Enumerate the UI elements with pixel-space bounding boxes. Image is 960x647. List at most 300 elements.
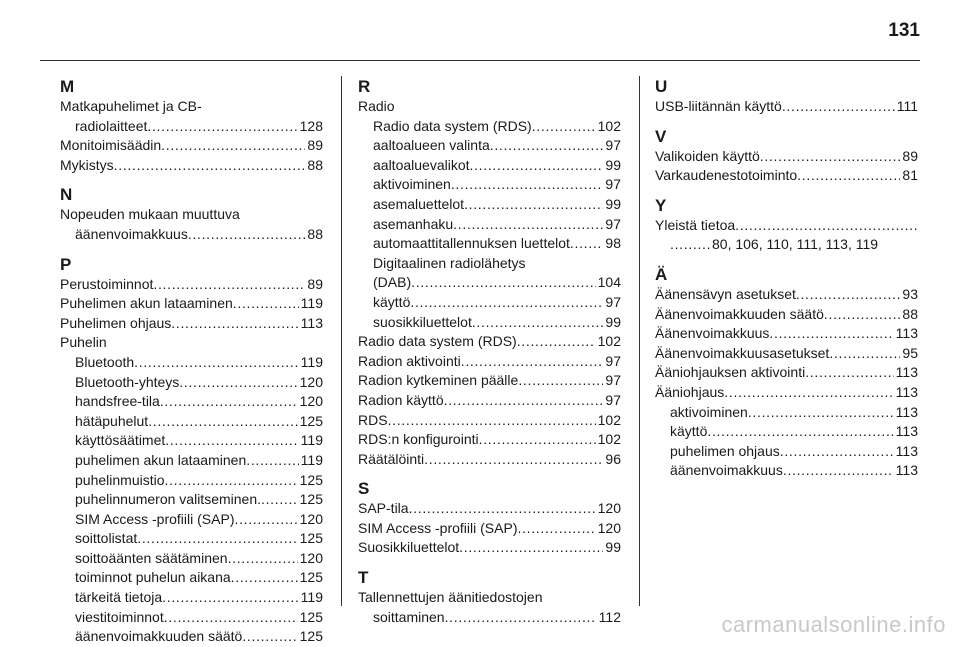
index-subentry bbox=[655, 461, 918, 481]
index-subentry bbox=[358, 175, 621, 195]
dot-leader bbox=[147, 117, 297, 137]
index-term: soittolistat bbox=[75, 530, 138, 547]
dot-leader bbox=[164, 608, 298, 628]
index-term: Ääniohjauksen aktivointi bbox=[655, 364, 806, 381]
index-entry bbox=[358, 588, 621, 627]
dot-leader bbox=[246, 451, 298, 471]
index-entry-line bbox=[373, 234, 621, 254]
index-term: Radio data system (RDS) bbox=[373, 117, 532, 134]
index-page-ref: 119 bbox=[300, 432, 323, 449]
index-entry-line bbox=[373, 136, 621, 156]
index-term: RDS:n konfigurointi bbox=[358, 431, 479, 448]
index-entry-line bbox=[60, 136, 323, 156]
index-subentry bbox=[60, 451, 323, 471]
index-term: Radion aktivointi bbox=[358, 352, 461, 369]
index-term: SIM Access -profiili (SAP) bbox=[75, 510, 235, 527]
index-entry-line bbox=[358, 588, 621, 608]
dot-leader bbox=[796, 285, 901, 305]
index-page-ref: 97 bbox=[605, 137, 621, 154]
index-subentry bbox=[60, 392, 323, 412]
index-entry bbox=[60, 97, 323, 136]
index-entry-line bbox=[358, 371, 621, 391]
index-entry bbox=[60, 294, 323, 314]
index-entry-line bbox=[373, 273, 621, 293]
index-entry-line bbox=[60, 97, 323, 117]
index-page-ref: 125 bbox=[299, 628, 323, 645]
index-entry-line bbox=[670, 442, 918, 462]
index-entry-line bbox=[358, 97, 621, 117]
index-entry bbox=[655, 166, 918, 186]
index-entry-line bbox=[655, 166, 918, 186]
index-subentry bbox=[655, 442, 918, 462]
index-page-ref: 89 bbox=[307, 137, 323, 154]
index-page-ref: 102 bbox=[597, 431, 621, 448]
index-entry bbox=[358, 371, 621, 391]
index-entry bbox=[655, 216, 918, 255]
index-page-ref: 99 bbox=[605, 156, 621, 173]
index-entry-line bbox=[655, 324, 918, 344]
index-entry-line bbox=[373, 175, 621, 195]
dot-leader bbox=[780, 442, 894, 462]
index-entry bbox=[358, 519, 621, 539]
index-entry-line bbox=[75, 588, 323, 608]
index-subentry bbox=[358, 136, 621, 156]
index-term: Varkaudenestotoiminto bbox=[655, 167, 798, 184]
index-entry bbox=[655, 285, 918, 305]
column-divider bbox=[639, 76, 640, 606]
index-subentry bbox=[358, 215, 621, 235]
index-page-ref: 119 bbox=[300, 589, 323, 606]
dot-leader bbox=[162, 588, 299, 608]
index-subentry bbox=[655, 422, 918, 442]
index-term: Radio bbox=[358, 98, 395, 114]
index-subentry bbox=[358, 254, 621, 293]
index-term: viestitoiminnot bbox=[75, 608, 164, 625]
index-term: äänenvoimakkuuden säätö bbox=[75, 628, 243, 645]
index-term: Äänenvoimakkuus bbox=[655, 325, 770, 342]
index-term: puhelimen akun lataaminen bbox=[75, 451, 247, 468]
dot-leader bbox=[769, 324, 893, 344]
dot-leader bbox=[134, 353, 299, 373]
index-entry bbox=[358, 499, 621, 519]
index-subentry bbox=[60, 627, 323, 647]
index-entry-line bbox=[75, 627, 323, 647]
index-subentry bbox=[358, 293, 621, 313]
dot-leader bbox=[461, 352, 604, 372]
index-term: aaltoalueen valinta bbox=[373, 137, 490, 154]
index-entry bbox=[655, 344, 918, 364]
index-page-ref: 111 bbox=[896, 98, 918, 114]
index-subentry bbox=[358, 313, 621, 333]
index-entry-line bbox=[75, 529, 323, 549]
dot-leader bbox=[517, 519, 595, 539]
index-entry-line bbox=[358, 608, 621, 628]
index-entry-line bbox=[75, 490, 323, 510]
index-page-ref: 80, 106, 110, 111, 113, 119 bbox=[712, 236, 879, 253]
index-entry bbox=[655, 383, 918, 403]
index-term: RDS bbox=[358, 411, 388, 428]
index-page-ref: 128 bbox=[299, 117, 323, 134]
index-term: handsfree-tila bbox=[75, 393, 160, 410]
index-entry-line bbox=[60, 117, 323, 137]
index-term: aktivoiminen bbox=[670, 403, 748, 420]
index-entry-line bbox=[75, 549, 323, 569]
index-entry bbox=[60, 205, 323, 244]
index-entry-line bbox=[655, 147, 918, 167]
index-page-ref: 113 bbox=[895, 423, 918, 440]
index-term: soittoäänten säätäminen bbox=[75, 549, 228, 566]
index-term: Bluetooth bbox=[75, 353, 135, 370]
index-page-ref: 125 bbox=[299, 608, 323, 625]
index-page-ref: 96 bbox=[605, 450, 621, 467]
index-entry bbox=[60, 333, 323, 353]
index-term: Suosikkiluettelot bbox=[358, 539, 460, 556]
index-page-ref: 120 bbox=[299, 373, 323, 390]
index-entry bbox=[60, 136, 323, 156]
index-entry-line bbox=[358, 519, 621, 539]
index-entry-line bbox=[60, 275, 323, 295]
index-page-ref: 97 bbox=[605, 372, 621, 389]
dot-leader bbox=[735, 216, 918, 236]
index-entry-line bbox=[655, 383, 918, 403]
index-entry-line bbox=[75, 510, 323, 530]
index-letter-heading: T bbox=[358, 568, 369, 588]
dot-leader bbox=[234, 510, 297, 530]
index-entry-line bbox=[655, 285, 918, 305]
index-term: Nopeuden mukaan muuttuva bbox=[60, 206, 240, 223]
index-page-ref: 113 bbox=[895, 383, 918, 400]
index-entry bbox=[358, 97, 621, 117]
index-page-ref: 102 bbox=[597, 333, 621, 350]
index-term: käyttö bbox=[670, 423, 708, 440]
index-entry-line bbox=[75, 568, 323, 588]
index-subentry bbox=[60, 471, 323, 491]
index-subentry bbox=[60, 608, 323, 628]
dot-leader bbox=[261, 490, 298, 510]
dot-leader bbox=[472, 313, 604, 333]
index-term: Radion kytkeminen päälle bbox=[358, 372, 519, 389]
dot-leader bbox=[165, 431, 298, 451]
dot-leader bbox=[451, 175, 604, 195]
dot-leader bbox=[479, 430, 596, 450]
dot-leader bbox=[783, 461, 894, 481]
index-entry-line bbox=[655, 305, 918, 325]
index-term: Puhelimen akun lataaminen bbox=[60, 295, 233, 312]
index-subentry bbox=[655, 403, 918, 423]
dot-leader bbox=[760, 147, 901, 167]
index-page-ref: 119 bbox=[300, 353, 323, 370]
index-term: Tallennettujen äänitiedostojen bbox=[358, 589, 543, 606]
index-entry bbox=[358, 538, 621, 558]
index-column-3 bbox=[655, 76, 918, 481]
index-term: Valikoiden käyttö bbox=[655, 147, 760, 164]
index-page-ref: 120 bbox=[299, 510, 323, 527]
index-entry-line bbox=[75, 373, 323, 393]
dot-leader bbox=[532, 117, 596, 137]
dot-leader bbox=[797, 166, 900, 186]
index-page-ref: 97 bbox=[605, 215, 621, 232]
index-page-ref: 95 bbox=[902, 344, 918, 361]
index-entry-line bbox=[60, 294, 323, 314]
index-entry-line bbox=[373, 293, 621, 313]
index-page-ref: 99 bbox=[605, 539, 621, 556]
dot-leader bbox=[707, 422, 893, 442]
index-entry-line bbox=[60, 333, 323, 353]
index-page-ref: 120 bbox=[299, 393, 323, 410]
index-entry bbox=[358, 352, 621, 372]
index-subentry bbox=[60, 431, 323, 451]
dot-leader bbox=[233, 294, 299, 314]
dot-leader bbox=[517, 332, 596, 352]
index-term: SIM Access -profiili (SAP) bbox=[358, 519, 518, 536]
page-number: 131 bbox=[888, 20, 920, 41]
index-entry-line bbox=[358, 391, 621, 411]
index-term: USB-liitännän käyttö bbox=[655, 98, 782, 114]
dot-leader bbox=[782, 97, 895, 117]
index-entry-line bbox=[75, 451, 323, 471]
index-entry-line bbox=[373, 313, 621, 333]
index-letter-heading: Y bbox=[655, 195, 667, 215]
index-subentry bbox=[358, 234, 621, 254]
index-entry-line bbox=[373, 254, 621, 274]
index-term: aktivoiminen bbox=[373, 176, 451, 193]
index-term: Matkapuhelimet ja CB- bbox=[60, 98, 202, 114]
index-term: asemaluettelot bbox=[373, 195, 465, 212]
index-entry-line bbox=[655, 363, 918, 383]
index-page-ref: 88 bbox=[902, 305, 918, 322]
index-term: suosikkiluettelot bbox=[373, 313, 472, 330]
index-term: (DAB) bbox=[373, 274, 412, 291]
dot-leader bbox=[137, 529, 297, 549]
dot-leader bbox=[445, 608, 597, 628]
index-entry-line bbox=[373, 156, 621, 176]
index-page-ref: 113 bbox=[895, 442, 918, 459]
dot-leader bbox=[805, 363, 893, 383]
dot-leader bbox=[388, 411, 596, 431]
index-page-ref: 125 bbox=[299, 491, 323, 508]
dot-leader bbox=[453, 215, 603, 235]
dot-leader bbox=[148, 412, 297, 432]
index-letter-heading: U bbox=[655, 77, 668, 96]
index-term: Ääniohjaus bbox=[655, 383, 725, 400]
index-page-ref: 99 bbox=[605, 313, 621, 330]
index-term: puhelinnumeron valitseminen. bbox=[75, 491, 261, 508]
index-subentry bbox=[60, 490, 323, 510]
index-entry-line bbox=[358, 538, 621, 558]
index-page-ref: 120 bbox=[299, 549, 323, 566]
index-entry bbox=[358, 332, 621, 352]
dot-leader bbox=[724, 383, 893, 403]
index-page-ref: 113 bbox=[895, 403, 918, 420]
index-page-ref: 88 bbox=[307, 225, 323, 242]
index-subentry bbox=[60, 373, 323, 393]
index-entry-line bbox=[670, 422, 918, 442]
dot-leader bbox=[242, 627, 297, 647]
index-entry-line bbox=[358, 332, 621, 352]
index-page-ref: 99 bbox=[605, 195, 621, 212]
index-page-ref: 120 bbox=[597, 519, 621, 536]
index-term: aaltoaluevalikot bbox=[373, 156, 470, 173]
dot-leader bbox=[748, 403, 894, 423]
index-entry-line bbox=[358, 450, 621, 470]
index-term: asemanhaku bbox=[373, 215, 454, 232]
dot-leader bbox=[179, 373, 297, 393]
index-letter-heading: V bbox=[655, 126, 667, 146]
index-page-ref: 125 bbox=[299, 412, 323, 429]
index-entry-line bbox=[655, 235, 918, 255]
dot-leader bbox=[171, 314, 298, 334]
index-term: äänenvoimakkuus bbox=[670, 462, 783, 479]
index-entry-line bbox=[60, 225, 323, 245]
dot-leader bbox=[114, 156, 306, 176]
index-term: SAP-tila bbox=[358, 500, 409, 517]
index-subentry bbox=[60, 568, 323, 588]
index-page-ref: 97 bbox=[605, 293, 621, 310]
index-term: Äänenvoimakkuusasetukset bbox=[655, 344, 830, 361]
index-letter-heading: N bbox=[60, 185, 73, 205]
dot-leader bbox=[160, 392, 298, 412]
index-entry bbox=[358, 430, 621, 450]
dot-leader bbox=[231, 568, 298, 588]
index-page-ref: 119 bbox=[300, 451, 323, 468]
index-entry bbox=[655, 147, 918, 167]
index-term: Perustoiminnot bbox=[60, 275, 154, 292]
index-page-ref: 93 bbox=[902, 285, 918, 302]
index-page-ref: 112 bbox=[598, 608, 621, 625]
index-entry-line bbox=[655, 216, 918, 236]
column-divider bbox=[341, 76, 342, 606]
index-term: Äänensävyn asetukset bbox=[655, 285, 796, 302]
index-term: puhelinmuistio bbox=[75, 471, 165, 488]
index-page-ref: 125 bbox=[299, 569, 323, 586]
index-term: Räätälöinti bbox=[358, 450, 425, 467]
dot-leader bbox=[518, 371, 603, 391]
index-page-ref: 97 bbox=[605, 391, 621, 408]
dot-leader bbox=[464, 195, 603, 215]
dot-leader bbox=[411, 273, 596, 293]
index-term: toiminnot puhelun aikana bbox=[75, 569, 231, 586]
index-term: automaattitallennuksen luettelot bbox=[373, 235, 570, 252]
index-letter-heading: Ä bbox=[655, 264, 668, 284]
index-page-ref: 120 bbox=[597, 500, 621, 517]
index-entry bbox=[60, 275, 323, 295]
index-letter-heading: S bbox=[358, 479, 370, 499]
dot-leader bbox=[161, 136, 305, 156]
index-entry-line bbox=[75, 431, 323, 451]
index-entry bbox=[655, 363, 918, 383]
index-term: soittaminen bbox=[373, 608, 445, 625]
index-subentry bbox=[358, 117, 621, 137]
index-entry-line bbox=[75, 412, 323, 432]
index-entry-line bbox=[75, 471, 323, 491]
index-entry-line bbox=[60, 156, 323, 176]
index-page-ref: 125 bbox=[299, 530, 323, 547]
dot-leader bbox=[409, 499, 596, 519]
dot-leader bbox=[570, 234, 604, 254]
dot-leader bbox=[829, 344, 900, 364]
index-subentry bbox=[60, 353, 323, 373]
index-page-ref: 88 bbox=[307, 156, 323, 173]
index-page-ref: 113 bbox=[895, 325, 918, 342]
index-entry bbox=[655, 97, 918, 117]
dot-leader bbox=[670, 235, 710, 255]
dot-leader bbox=[824, 305, 901, 325]
index-entry bbox=[358, 450, 621, 470]
index-page-ref: 97 bbox=[605, 352, 621, 369]
index-subentry bbox=[358, 195, 621, 215]
index-page-ref: 102 bbox=[597, 411, 621, 428]
index-page-ref: 104 bbox=[597, 274, 621, 291]
index-entry-line bbox=[358, 411, 621, 431]
index-column-1 bbox=[60, 76, 323, 647]
index-page-ref: 81 bbox=[902, 167, 918, 184]
dot-leader bbox=[424, 450, 603, 470]
index-page-ref: 97 bbox=[605, 176, 621, 193]
index-term: Äänenvoimakkuuden säätö bbox=[655, 305, 824, 322]
index-page-ref: 113 bbox=[895, 364, 918, 381]
index-term: Mykistys bbox=[60, 156, 114, 173]
index-subentry bbox=[60, 529, 323, 549]
index-entry-line bbox=[75, 392, 323, 412]
dot-leader bbox=[470, 156, 604, 176]
dot-leader bbox=[228, 549, 298, 569]
index-term: tärkeitä tietoja bbox=[75, 589, 163, 606]
index-subentry bbox=[60, 412, 323, 432]
index-entry-line bbox=[358, 352, 621, 372]
index-page-ref: 89 bbox=[902, 147, 918, 164]
index-entry bbox=[60, 156, 323, 176]
index-letter-heading: P bbox=[60, 254, 72, 274]
index-term: radiolaitteet bbox=[75, 117, 148, 134]
index-term: Yleistä tietoa bbox=[655, 216, 736, 233]
index-subentry bbox=[60, 549, 323, 569]
index-entry-line bbox=[358, 430, 621, 450]
index-term: Puhelimen ohjaus bbox=[60, 314, 172, 331]
dot-leader bbox=[444, 391, 604, 411]
index-page-ref: 113 bbox=[300, 314, 323, 331]
index-entry-line bbox=[60, 205, 323, 225]
dot-leader bbox=[165, 471, 298, 491]
index-term: Radion käyttö bbox=[358, 391, 444, 408]
dot-leader bbox=[188, 225, 306, 245]
index-subentry bbox=[358, 156, 621, 176]
index-page-ref: 102 bbox=[597, 117, 621, 134]
index-page-ref: 113 bbox=[895, 462, 918, 479]
index-entry bbox=[655, 305, 918, 325]
index-entry-line bbox=[655, 344, 918, 364]
index-letter-heading: R bbox=[358, 77, 371, 96]
index-entry-line bbox=[358, 499, 621, 519]
index-term: hätäpuhelut bbox=[75, 412, 149, 429]
index-entry-line bbox=[60, 314, 323, 334]
index-term: Puhelin bbox=[60, 334, 107, 351]
index-subentry bbox=[60, 510, 323, 530]
index-term: käyttösäätimet bbox=[75, 432, 166, 449]
index-column-2 bbox=[358, 76, 621, 627]
index-entry-line bbox=[373, 195, 621, 215]
header-rule bbox=[40, 60, 920, 61]
index-term: Bluetooth-yhteys bbox=[75, 373, 180, 390]
index-page-ref: 89 bbox=[307, 275, 323, 292]
index-entry-line bbox=[670, 461, 918, 481]
dot-leader bbox=[459, 538, 603, 558]
index-page-ref: 119 bbox=[300, 295, 323, 312]
index-term: käyttö bbox=[373, 293, 411, 310]
index-entry bbox=[60, 314, 323, 334]
index-page-ref: 98 bbox=[605, 235, 621, 252]
index-term: puhelimen ohjaus bbox=[670, 442, 780, 459]
index-term: äänenvoimakkuus bbox=[75, 225, 188, 242]
